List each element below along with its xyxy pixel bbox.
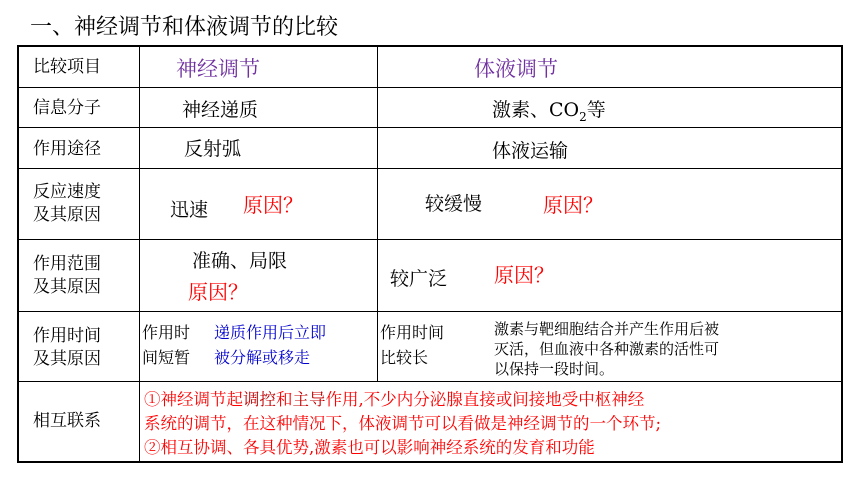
header-label-humoral: 体液调节 (474, 58, 558, 81)
humoral-value (492, 95, 606, 124)
humoral-cell (378, 128, 841, 168)
humoral-value: 较广泛 (390, 268, 448, 290)
table-row (19, 128, 841, 169)
humoral-value: 较缓慢 (425, 193, 483, 215)
humoral-cell (378, 169, 841, 239)
humoral-explanation-line1: 激素与靶细胞结合并产生作用后被 (494, 320, 720, 338)
row-label-line1: 作用范围 (33, 254, 101, 273)
row-label-cell (19, 382, 140, 461)
header-label-neural: 神经调节 (176, 58, 260, 81)
humoral-value-line2: 比较长 (380, 348, 429, 367)
header-cell-item (19, 47, 140, 87)
humoral-cell (378, 240, 841, 311)
humoral-value-line1: 作用时间 (380, 323, 445, 342)
table-row (19, 169, 841, 240)
humoral-value-subscript: 2 (579, 109, 587, 124)
row-label-line1: 作用时间 (33, 326, 101, 345)
humoral-cell (378, 88, 841, 127)
row-label-cell (19, 312, 140, 381)
relation-line3: ②相互协调、各具优势,激素也可以影响神经系统的发育和功能 (144, 438, 595, 457)
neural-value-line1: 作用时 (142, 323, 191, 342)
relation-line1-e: 作用,不少内分泌腺直接或间接地受中枢神经 (325, 390, 645, 409)
neural-value: 神经递质 (182, 99, 259, 121)
row-label-cell (19, 128, 140, 168)
neural-cell (140, 240, 378, 311)
relation-line1-c: 和 (276, 390, 293, 409)
neural-cell (140, 128, 378, 168)
humoral-cell (378, 312, 841, 381)
neural-cell (140, 169, 378, 239)
row-label-cell (19, 88, 140, 127)
row-label: 相互联系 (33, 411, 101, 430)
humoral-value-main: 激素、CO (492, 99, 580, 121)
row-label-cell (19, 169, 140, 239)
relation-cell (140, 382, 841, 461)
table-row (19, 382, 841, 461)
relation-line1-d: 主导 (292, 390, 326, 409)
neural-value-line2: 间短暂 (142, 348, 191, 367)
neural-reason: 原因？ (243, 193, 303, 217)
relation-line1-a: ①神经调节起 (144, 390, 243, 409)
page-title: 一、神经调节和体液调节的比较 (30, 15, 339, 40)
header-cell-humoral (378, 47, 841, 87)
table-header-row (19, 47, 841, 88)
row-label-line2: 及其原因 (33, 205, 101, 224)
humoral-reason: 原因？ (494, 263, 554, 287)
row-label: 信息分子 (33, 98, 101, 117)
row-label: 作用途径 (33, 139, 101, 158)
neural-reason: 原因？ (188, 280, 248, 304)
header-label-item: 比较项目 (33, 57, 101, 76)
neural-cell (140, 88, 378, 127)
humoral-value: 体液运输 (492, 140, 569, 162)
table-row (19, 312, 841, 382)
row-label-line2: 及其原因 (33, 277, 101, 296)
row-label-line2: 及其原因 (33, 349, 101, 368)
humoral-explanation-line3: 以保持一段时间。 (494, 360, 615, 378)
relation-line1 (144, 386, 644, 410)
comparison-table (17, 45, 843, 463)
relation-line2: 系统的调节，在这种情况下，体液调节可以看做是神经调节的一个环节; (144, 414, 662, 433)
humoral-value-end: 等 (586, 99, 606, 121)
humoral-explanation-line2: 灭活，但血液中各种激素的活性可 (494, 340, 720, 358)
neural-value: 反射弧 (184, 138, 242, 160)
neural-cell (140, 312, 378, 381)
table-row (19, 240, 841, 312)
row-label-line1: 反应速度 (33, 182, 101, 201)
neural-value: 迅速 (170, 199, 209, 221)
row-label-cell (19, 240, 140, 311)
table-row (19, 88, 841, 128)
neural-explanation-line1: 递质作用后立即 (214, 323, 327, 342)
neural-value: 准确、局限 (192, 250, 288, 272)
relation-line1-b: 调控 (243, 390, 276, 409)
humoral-reason: 原因？ (543, 193, 603, 217)
neural-explanation-line2: 被分解或移走 (214, 348, 311, 367)
header-cell-neural (140, 47, 378, 87)
